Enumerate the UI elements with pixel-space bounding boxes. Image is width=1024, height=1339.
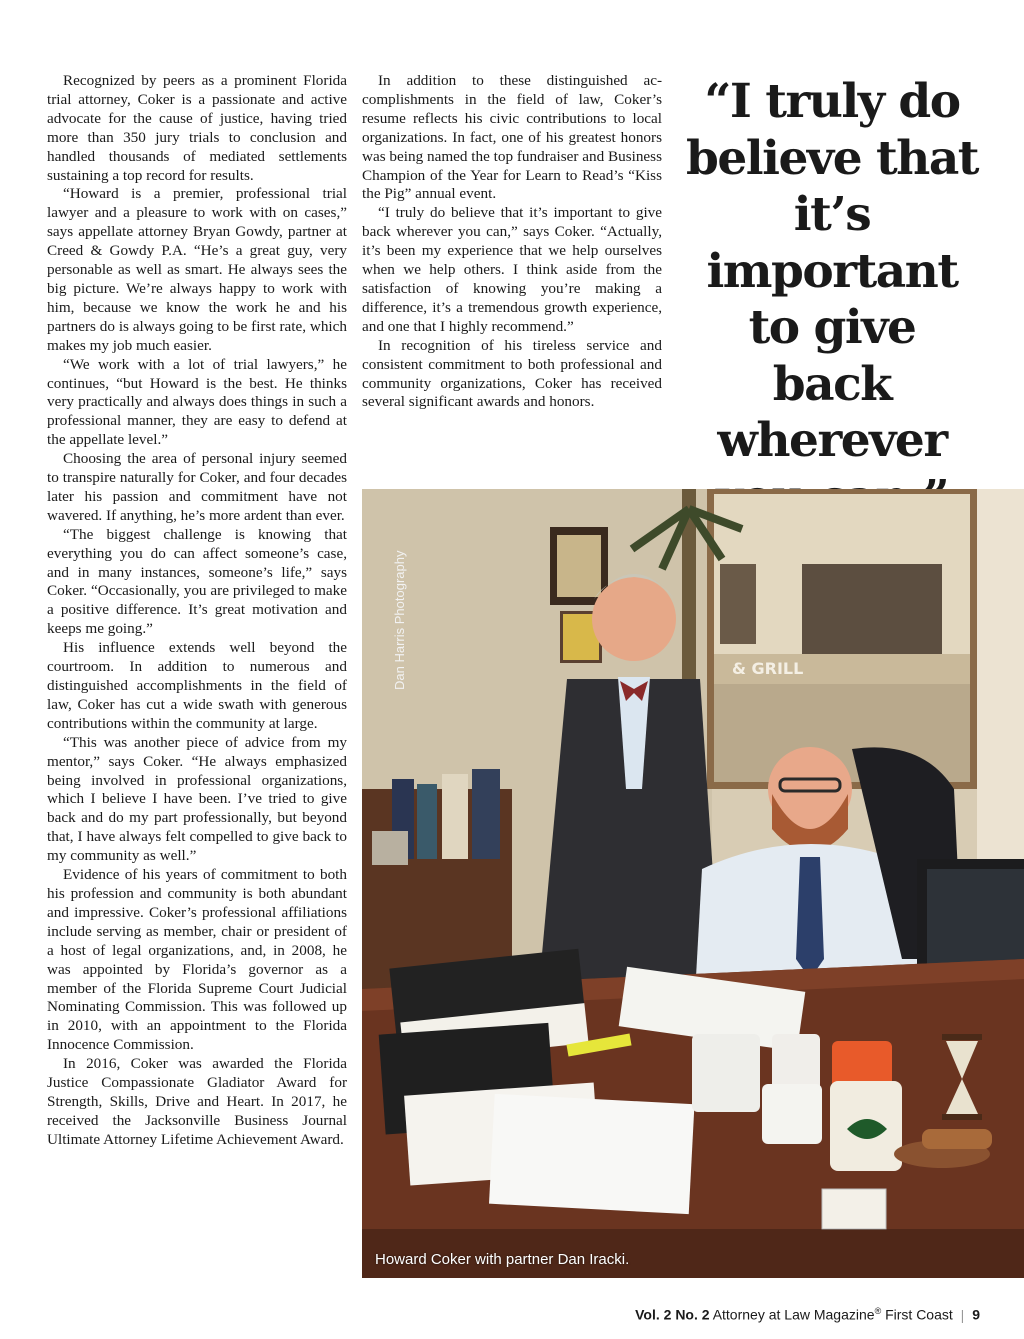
paragraph: In recognition of his tireless service and consistent commitment to both professional and community organizations, Coker has received several significant awards and honors. <box>362 336 662 411</box>
paragraph: “This was another piece of advice from my mentor,” says Coker. “He always emphasized being involved in professional organizations, which I believe I have been. I’ve tried to give back and do my part professionally, but beyond that, I have always felt compelled to give back to my community as well.” <box>47 733 347 865</box>
photo-credit: Dan Harris Photography <box>392 550 407 690</box>
article-column-left <box>47 72 347 1150</box>
paragraph: Evidence of his years of commitment to both his profession and community is both abundant and impressive. Coker’s professional affiliations include serving as member, chair or president of a host of legal organizations, and, in 2008, he was appointed by Florida’s governor as a member of the Florida Supreme Court Judicial Nominating Commission. This was followed up in 2010, with an appointment to the Florida Innocence Commission. <box>47 866 347 1054</box>
volume-issue: Vol. 2 No. 2 <box>635 1306 710 1323</box>
article-column-middle <box>362 72 662 412</box>
paragraph: “We work with a lot of trial lawyers,” he continues, “but Howard is the best. He thinks very practically and always does things in such a professional manner, they are easy to defend at the appellate level.” <box>47 355 347 449</box>
pull-quote: “I truly do believe that it’s important to give back wherever <box>686 74 978 468</box>
page-number: 9 <box>972 1306 980 1323</box>
photo-caption: Howard Coker with partner Dan Iracki. <box>375 1251 630 1268</box>
paragraph: “Howard is a premier, professional trial lawyer and a pleasure to work with on cases,” says appellate attorney Bryan Gowdy, partner at Creed & Gowdy P.A. “He’s a great guy, very personable as well as smart. He always sees the big picture. We’re always happy to work with him, because we know the work he and his partners do is always going to be first rate, which makes my job much easier. <box>47 185 347 354</box>
registered-mark: ® <box>874 1306 882 1316</box>
restaurant-sign: & GRILL <box>732 659 804 678</box>
paragraph: “I truly do believe that it’s important to give back wherever you can,” says Coker. “Actually, it’s been my experience that we help ourselves when we help others. I think aside from the satisfaction of knowing you’re making a difference, it’s a tremendous growth experience, and one that I highly recommend.” <box>362 204 662 335</box>
edition-name: First Coast <box>885 1306 953 1323</box>
article-photo <box>362 489 1024 1278</box>
office-scene-illustration <box>362 489 1024 1278</box>
footer-separator: | <box>960 1306 965 1323</box>
magazine-name: Attorney at Law Magazine <box>712 1306 875 1323</box>
paragraph: “The biggest challenge is knowing that everything you do can affect someone’s case, and in many instances, someone’s life,” says Coker. “Occasionally, you are privileged to make a positive difference. It’s great motivation and keeps me going.” <box>47 525 347 638</box>
paragraph: His influence extends well beyond the courtroom. In addition to numerous and distinguished accomplishments in the field of law, Coker has cut a wide swath with generous contributions within the community at large. <box>47 639 347 732</box>
page-footer <box>635 1306 980 1323</box>
paragraph: In 2016, Coker was awarded the Florida Justice Compassionate Gladiator Award for Strength, Skills, Drive and Heart. In 2017, he received the Jacksonville Business Journal Ultimate Attorney Lifetime Achievement Award. <box>47 1055 347 1148</box>
paragraph: In addition to these distinguished accomplishments in the field of law, Coker’s resume reflects his civic contributions to local organizations. In fact, one of his greatest honors was being named the top fundraiser and Business Champion of the Year for Learn to Read’s “Kiss the Pig” annual event. <box>362 72 662 203</box>
paragraph: Recognized by peers as a prominent Florida trial attorney, Coker is a passionate and active advocate for the cause of justice, having tried more than 350 jury trials to conclusion and handled thousands of mediated settlements sustaining a top record for results. <box>47 72 347 184</box>
paragraph: Choosing the area of personal injury seemed to transpire naturally for Coker, and four decades later his passion and commitment have not wavered. If anything, he’s more ardent than ever. <box>47 450 347 524</box>
